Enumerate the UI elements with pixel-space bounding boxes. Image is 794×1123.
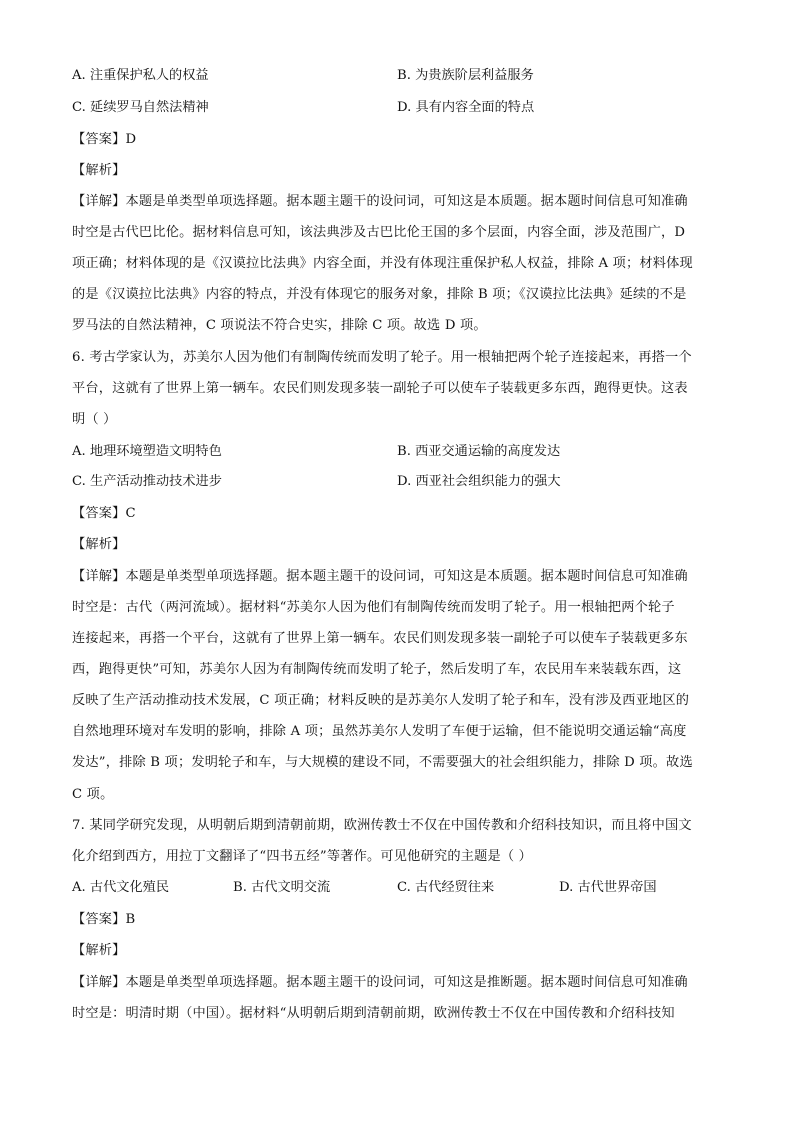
q7-detail-line: 【详解】本题是单类型单项选择题。据本题主题干的设问词，可知这是推断题。据本题时间信息可知准确: [72, 975, 688, 990]
q6-option-a: A. 地理环境塑造文明特色: [72, 444, 222, 459]
q6-detail-line: 【详解】本题是单类型单项选择题。据本题主题干的设问词，可知这是本质题。据本题时间信息可知准确: [72, 569, 688, 584]
q7-option-d: D. 古代世界帝国: [559, 880, 657, 895]
q6-detail-line: 发达”，排除 B 项；发明轮子和车，与大规模的建设不同，不需要强大的社会组织能力，排除 D 项。故选: [72, 755, 693, 770]
q6-detail-line: 反映了生产活动推动技术发展，C 项正确；材料反映的是苏美尔人发明了轮子和车，没有涉及西亚地区的: [72, 693, 690, 708]
q5-option-b: B. 为贵族阶层利益服务: [397, 68, 534, 83]
q6-answer: 【答案】C: [72, 506, 136, 521]
q6-detail-line: 西，跑得更快”可知，苏美尔人因为有制陶传统而发明了轮子，然后发明了车，农民用车来装载东西，这: [72, 662, 682, 677]
q6-option-b: B. 西亚交通运输的高度发达: [397, 444, 561, 459]
q7-answer: 【答案】B: [72, 912, 136, 927]
q6-option-c: C. 生产活动推动技术进步: [72, 474, 222, 489]
q7-option-b: B. 古代文明交流: [233, 880, 331, 895]
q6-option-d: D. 西亚社会组织能力的强大: [397, 474, 561, 489]
q5-analysis-label: 【解析】: [72, 163, 126, 178]
q5-detail-line: 时空是古代巴比伦。据材料信息可知，该法典涉及古巴比伦王国的多个层面，内容全面，涉及范围广，D: [72, 225, 686, 240]
q6-stem-line: 6. 考古学家认为，苏美尔人因为他们有制陶传统而发明了轮子。用一根轴把两个轮子连接起来，再搭一个: [72, 350, 692, 365]
q5-detail-line: 项正确；材料体现的是《汉谟拉比法典》内容全面，并没有体现注重保护私人权益，排除 A 项；材料体现: [72, 256, 693, 271]
q5-option-d: D. 具有内容全面的特点: [397, 100, 535, 115]
q6-detail-line: 时空是：古代（两河流域）。据材料“苏美尔人因为他们有制陶传统而发明了轮子。用一根轴把两个轮子: [72, 600, 675, 615]
q6-detail-line: 自然地理环境对车发明的影响，排除 A 项；虽然苏美尔人发明了车便于运输，但不能说明交通运输“高度: [72, 724, 687, 739]
q6-detail-line: 连接起来，再搭一个平台，这就有了世界上第一辆车。农民们则发现多装一副轮子可以使车子装载更多东: [72, 631, 688, 646]
q5-detail-line: 的是《汉谟拉比法典》内容的特点，并没有体现它的服务对象，排除 B 项；《汉谟拉比法典》延续的不是: [72, 287, 687, 302]
q5-option-c: C. 延续罗马自然法精神: [72, 100, 209, 115]
q6-stem-line: 平台，这就有了世界上第一辆车。农民们则发现多装一副轮子可以使车子装载更多东西，跑得更快。这表: [72, 381, 688, 396]
q7-detail-line: 时空是：明清时期（中国）。据材料“从明朝后期到清朝前期，欧洲传教士不仅在中国传教和介绍科技知: [72, 1006, 675, 1021]
q7-stem-line: 化介绍到西方，用拉丁文翻译了“四书五经”等著作。可见他研究的主题是（ ）: [72, 849, 533, 864]
q6-detail-line: C 项。: [72, 787, 114, 802]
q7-option-c: C. 古代经贸往来: [397, 880, 495, 895]
q7-stem-line: 7. 某同学研究发现，从明朝后期到清朝前期，欧洲传教士不仅在中国传教和介绍科技知识，而且将中国文: [72, 818, 692, 833]
q5-detail-line: 罗马法的自然法精神，C 项说法不符合史实，排除 C 项。故选 D 项。: [72, 318, 487, 333]
q6-analysis-label: 【解析】: [72, 537, 126, 552]
q5-option-a: A. 注重保护私人的权益: [72, 68, 209, 83]
q7-analysis-label: 【解析】: [72, 943, 126, 958]
q6-stem-line: 明（ ）: [72, 412, 117, 427]
q5-answer: 【答案】D: [72, 132, 137, 147]
q5-detail-line: 【详解】本题是单类型单项选择题。据本题主题干的设问词，可知这是本质题。据本题时间信息可知准确: [72, 194, 688, 209]
q7-option-a: A. 古代文化殖民: [72, 880, 170, 895]
